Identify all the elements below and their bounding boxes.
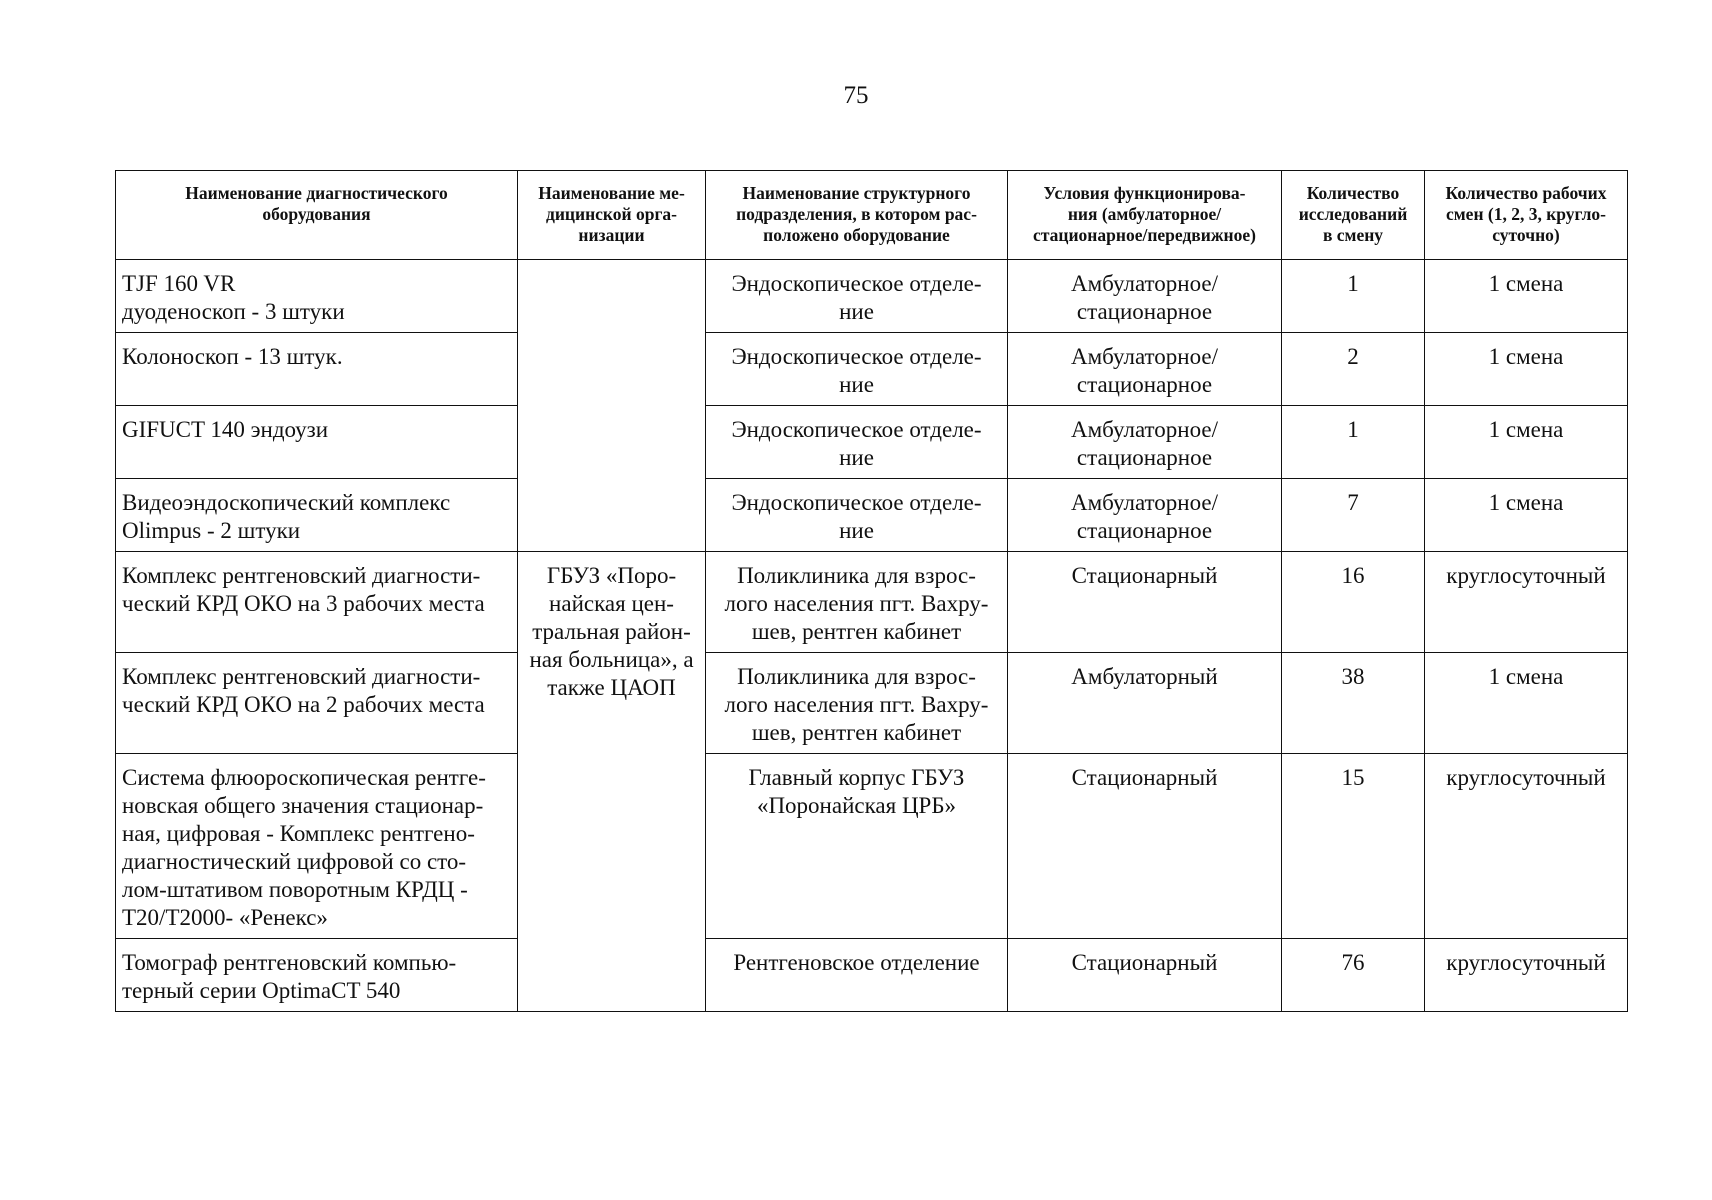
conditions-cell: Амбулаторное/ стационарное <box>1008 333 1282 406</box>
equipment-cell: TJF 160 VR дуоденоскоп - 3 штуки <box>116 260 518 333</box>
table-row <box>116 479 1628 552</box>
header-shifts: Количество рабочих смен (1, 2, 3, кругло- суточно) <box>1425 171 1628 260</box>
equipment-cell: Комплекс рентгеновский диагности- ческий КРД ОКО на 2 рабочих места <box>116 653 518 754</box>
department-cell: Поликлиника для взрос- лого населения пгт. Вахру- шев, рентген кабинет <box>706 552 1008 653</box>
department-cell: Рентгеновское отделение <box>706 939 1008 1012</box>
table-row <box>116 939 1628 1012</box>
shifts-cell: 1 смена <box>1425 260 1628 333</box>
department-cell: Эндоскопическое отделе- ние <box>706 260 1008 333</box>
equipment-cell: Томограф рентгеновский компью- терный серии OptimaCT 540 <box>116 939 518 1012</box>
conditions-cell: Амбулаторный <box>1008 653 1282 754</box>
conditions-cell: Амбулаторное/ стационарное <box>1008 479 1282 552</box>
equipment-cell: GIFUCT 140 эндоузи <box>116 406 518 479</box>
shifts-cell: 1 смена <box>1425 333 1628 406</box>
table-row <box>116 406 1628 479</box>
organization-cell-empty <box>518 260 706 552</box>
equipment-cell: Комплекс рентгеновский диагности- ческий КРД ОКО на 3 рабочих места <box>116 552 518 653</box>
equipment-cell: Колоноскоп - 13 штук. <box>116 333 518 406</box>
count-cell: 38 <box>1282 653 1425 754</box>
table-row <box>116 260 1628 333</box>
department-cell: Эндоскопическое отделе- ние <box>706 479 1008 552</box>
conditions-cell: Стационарный <box>1008 552 1282 653</box>
count-cell: 7 <box>1282 479 1425 552</box>
page-number: 75 <box>843 82 869 109</box>
table-header-row <box>116 171 1628 260</box>
header-count: Количество исследований в смену <box>1282 171 1425 260</box>
shifts-cell: 1 смена <box>1425 406 1628 479</box>
table-row <box>116 333 1628 406</box>
count-cell: 76 <box>1282 939 1425 1012</box>
shifts-cell: круглосуточный <box>1425 939 1628 1012</box>
header-department: Наименование структурного подразделения, в котором рас- положено оборудование <box>706 171 1008 260</box>
header-equipment: Наименование диагностического оборудования <box>116 171 518 260</box>
equipment-cell: Система флюороскопическая рентге- новская общего значения стационар- ная, цифровая - Комплекс рентгено- диагностический цифровой со сто- лом-штативом поворотным КРДЦ - Т20/Т2000- «Ренекс» <box>116 754 518 939</box>
department-cell: Эндоскопическое отделе- ние <box>706 406 1008 479</box>
table-row <box>116 754 1628 939</box>
count-cell: 15 <box>1282 754 1425 939</box>
department-cell: Главный корпус ГБУЗ «Поронайская ЦРБ» <box>706 754 1008 939</box>
count-cell: 2 <box>1282 333 1425 406</box>
shifts-cell: 1 смена <box>1425 479 1628 552</box>
equipment-cell: Видеоэндоскопический комплекс Olimpus - 2 штуки <box>116 479 518 552</box>
organization-cell: ГБУЗ «Поро- найская цен- тральная район- ная больница», а также ЦАОП <box>518 552 706 1012</box>
conditions-cell: Стационарный <box>1008 939 1282 1012</box>
header-conditions: Условия функционирова- ния (амбулаторное/ стационарное/передвижное) <box>1008 171 1282 260</box>
table-row <box>116 552 1628 653</box>
count-cell: 1 <box>1282 406 1425 479</box>
table-row <box>116 653 1628 754</box>
department-cell: Поликлиника для взрос- лого населения пгт. Вахру- шев, рентген кабинет <box>706 653 1008 754</box>
conditions-cell: Амбулаторное/ стационарное <box>1008 260 1282 333</box>
header-organization: Наименование ме- дицинской орга- низации <box>518 171 706 260</box>
count-cell: 16 <box>1282 552 1425 653</box>
conditions-cell: Амбулаторное/ стационарное <box>1008 406 1282 479</box>
shifts-cell: круглосуточный <box>1425 754 1628 939</box>
conditions-cell: Стационарный <box>1008 754 1282 939</box>
shifts-cell: 1 смена <box>1425 653 1628 754</box>
department-cell: Эндоскопическое отделе- ние <box>706 333 1008 406</box>
equipment-table <box>115 170 1628 1012</box>
shifts-cell: круглосуточный <box>1425 552 1628 653</box>
count-cell: 1 <box>1282 260 1425 333</box>
